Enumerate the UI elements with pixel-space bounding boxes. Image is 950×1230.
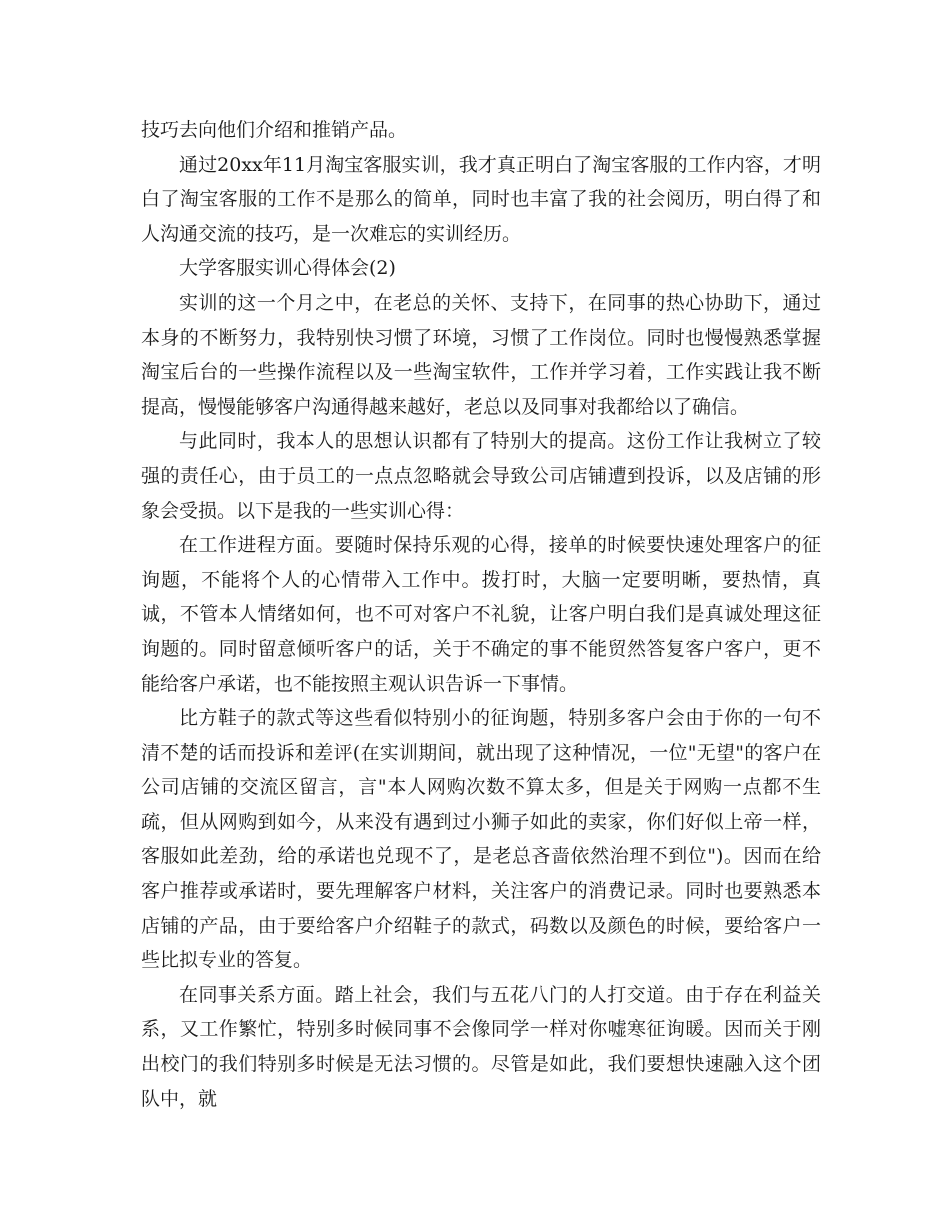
paragraph-continuation: 技巧去向他们介绍和推销产品。 xyxy=(141,119,408,141)
paragraph-colleague-relations: 在同事关系方面。踏上社会，我们与五花八门的人打交道。由于存在利益关系，又工作繁忙，特别多时候同事不会像同学一样对你嘘寒征询暖。因而关于刚出校门的我们特别多时候是无法习惯的。尽管是如此，我们要想快速融入这个团队中，就 xyxy=(141,983,821,1110)
section-heading: 大学客服实训心得体会(2) xyxy=(179,257,396,280)
paragraph-training-month: 实训的这一个月之中，在老总的关怀、支持下，在同事的热心协助下，通过本身的不断努力，我特别快习惯了环境，习惯了工作岗位。同时也慢慢熟悉掌握淘宝后台的一些操作流程以及一些淘宝软件，工作并学习着，工作实践让我不断提高，慢慢能够客户沟通得越来越好，老总以及同事对我都给以了确信。 xyxy=(141,291,821,418)
paragraph-training-summary: 通过20xx年11月淘宝客服实训，我才真正明白了淘宝客服的工作内容，才明白了淘宝客服的工作不是那么的简单，同时也丰富了我的社会阅历，明白得了和人沟通交流的技巧，是一次难忘的实训经历。 xyxy=(141,153,821,245)
paragraph-work-process: 在工作进程方面。要随时保持乐观的心得，接单的时候要快速处理客户的征询题，不能将个人的心情带入工作中。拨打时，大脑一定要明晰，要热情，真诚，不管本人情绪如何，也不可对客户不礼貌，让客户明白我们是真诚处理这征询题的。同时留意倾听客户的话，关于不确定的事不能贸然答复客户客户，更不能给客户承诺，也不能按照主观认识告诉一下事情。 xyxy=(141,534,821,695)
document-body xyxy=(141,113,821,1116)
paragraph-shoe-style-example: 比方鞋子的款式等这些看似特别小的征询题，特别多客户会由于你的一句不清不楚的话而投诉和差评(在实训期间，就出现了这种情况，一位"无望"的客户在公司店铺的交流区留言，言"本人网购次数不算太多，但是关于网购一点都不生疏，但从网购到如今，从来没有遇到过小狮子如此的卖家，你们好似上帝一样，客服如此差劲，给的承诺也兑现不了，是老总吝啬依然治理不到位")。因而在给客户推荐或承诺时，要先理解客户材料，关注客户的消费记录。同时也要熟悉本店铺的产品，由于要给客户介绍鞋子的款式，码数以及颜色的时候，要给客户一些比拟专业的答复。 xyxy=(141,707,821,972)
paragraph-thinking-improvement: 与此同时，我本人的思想认识都有了特别大的提高。这份工作让我树立了较强的责任心，由于员工的一点点忽略就会导致公司店铺遭到投诉，以及店铺的形象会受损。以下是我的一些实训心得： xyxy=(141,430,821,522)
